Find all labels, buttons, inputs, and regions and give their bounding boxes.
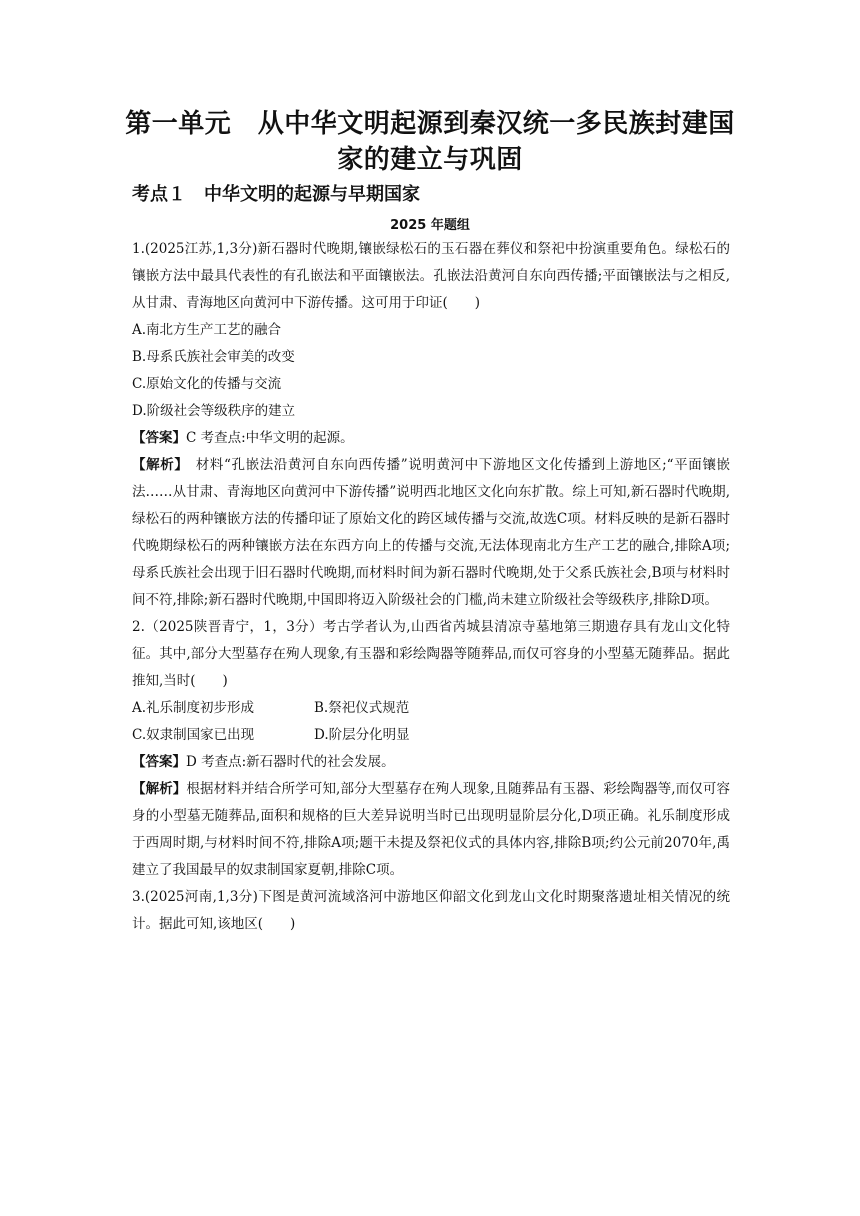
analysis-tag: 【解析】 <box>132 457 182 473</box>
question-list <box>132 236 730 938</box>
question-1-option-c: C.原始文化的传播与交流 <box>132 376 282 392</box>
question-1-answer <box>132 425 730 452</box>
answer-tag: 【答案】 <box>132 430 186 446</box>
section-heading: 考点１ 中华文明的起源与早期国家 <box>132 184 420 205</box>
question-1-option-d: D.阶级社会等级秩序的建立 <box>132 403 296 419</box>
question-2-answer <box>132 749 730 776</box>
question-2-option-b: B.祭祀仪式规范 <box>314 700 410 716</box>
unit-title-line-1: 第一单元 从中华文明起源到秦汉统一多民族封建国 <box>125 109 735 139</box>
question-1-option-a: A.南北方生产工艺的融合 <box>132 322 282 338</box>
question-1-option-b: B.母系氏族社会审美的改变 <box>132 349 295 365</box>
question-2-options-row-1 <box>132 695 730 722</box>
question-1-analysis <box>132 452 730 614</box>
question-2-analysis <box>132 776 730 884</box>
analysis-tag: 【解析】 <box>132 781 187 797</box>
unit-title <box>120 106 740 178</box>
question-2-option-a: A.礼乐制度初步形成 <box>132 700 255 716</box>
answer-tag: 【答案】 <box>132 754 186 770</box>
question-3-stem: 3.(2025河南,1,3分)下图是黄河流域洛河中游地区仰韶文化到龙山文化时期聚落遗址相关情况的统计。据此可知,该地区( ) <box>132 889 730 932</box>
analysis-text: 根据材料并结合所学可知,部分大型墓存在殉人现象,且随葬品有玉器、彩绘陶器等,而仅可容身的小型墓无随葬品,面积和规格的巨大差异说明当时已出现明显阶层分化,D项正确。礼乐制度形成于西周时期,与材料时间不符,排除A项;题干未提及祭祀仪式的具体内容,排除B项;约公元前2070年,禹建立了我国最早的奴隶制国家夏朝,排除C项。 <box>132 781 731 878</box>
question-2-options-row-2 <box>132 722 730 749</box>
question-2-option-d: D.阶层分化明显 <box>314 727 410 743</box>
question-2-option-c: C.奴隶制国家已出现 <box>132 727 255 743</box>
unit-title-line-2: 家的建立与巩固 <box>337 145 523 175</box>
year-group-heading: 2025 年题组 <box>390 218 470 233</box>
answer-text: C 考查点:中华文明的起源。 <box>186 430 354 446</box>
question-1-stem: 1.(2025江苏,1,3分)新石器时代晚期,镶嵌绿松石的玉石器在葬仪和祭祀中扮演重要角色。绿松石的镶嵌方法中最具代表性的有孔嵌法和平面镶嵌法。孔嵌法沿黄河自东向西传播;平面镶嵌法与之相反,从甘肃、青海地区向黄河中下游传播。这可用于印证( ) <box>132 241 730 311</box>
analysis-text: 材料“孔嵌法沿黄河自东向西传播”说明黄河中下游地区文化传播到上游地区;“平面镶嵌法……从甘肃、青海地区向黄河中下游传播”说明西北地区文化向东扩散。综上可知,新石器时代晚期,绿松石的两种镶嵌方法的传播印证了原始文化的跨区域传播与交流,故选C项。材料反映的是新石器时代晚期绿松石的两种镶嵌方法在东西方向上的传播与交流,无法体现南北方生产工艺的融合,排除A项;母系氏族社会出现于旧石器时代晚期,而材料时间为新石器时代晚期,处于父系氏族社会,B项与材料时间不符,排除;新石器时代晚期,中国即将迈入阶级社会的门槛,尚未建立阶级社会等级秩序,排除D项。 <box>132 457 730 608</box>
question-2-stem: 2.（2025陕晋青宁，1，3分）考古学者认为,山西省芮城县清凉寺墓地第三期遗存具有龙山文化特征。其中,部分大型墓存在殉人现象,有玉器和彩绘陶器等随葬品,而仅可容身的小型墓无随葬品。据此推知,当时( ) <box>132 619 730 689</box>
answer-text: D 考查点:新石器时代的社会发展。 <box>186 754 395 770</box>
